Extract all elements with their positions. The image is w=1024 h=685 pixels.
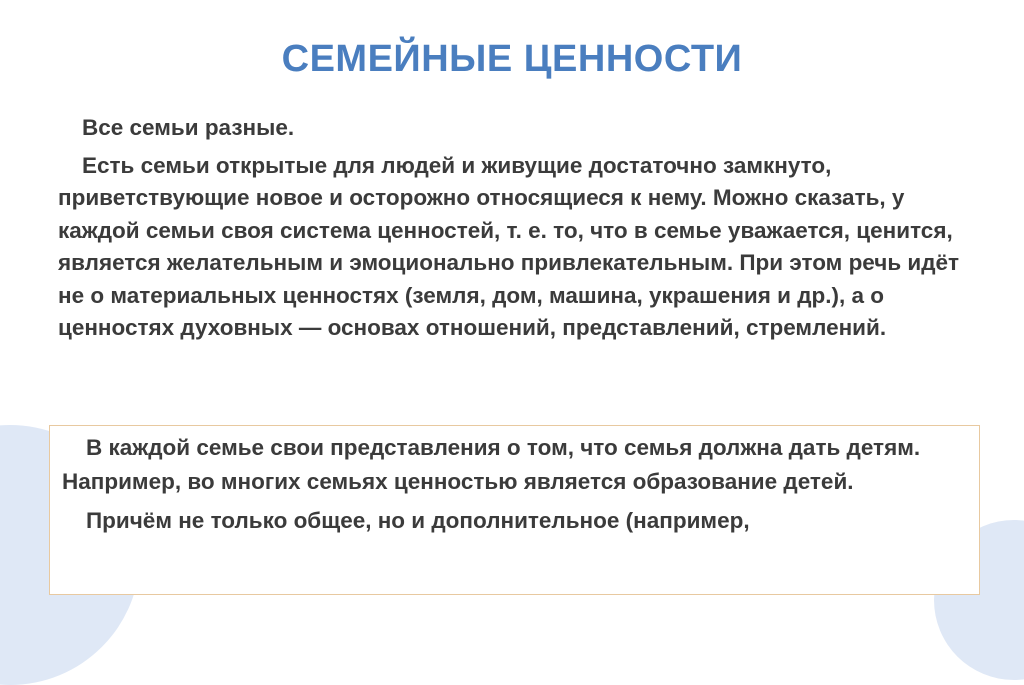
paragraph-intro: Все семьи разные. bbox=[82, 115, 295, 140]
callout-paragraph-additional: Причём не только общее, но и дополнительное (например, bbox=[86, 508, 750, 533]
paragraph-values: Есть семьи открытые для людей и живущие достаточно замкнуто, приветствующие новое и осторожно относящиеся к нему. Можно сказать, у каждой семьи своя система ценностей, т. е. то, что в семье уважается, ценится, является желательным и эмоционально привлекательным. При этом речь идёт не о материальных ценностях (земля, дом, машина, украшения и др.), а о ценностях духовных — основах отношений, представлений, стремлений. bbox=[58, 152, 960, 340]
callout-box bbox=[49, 425, 980, 595]
callout-paragraph-education: В каждой семье свои представления о том, что семья должна дать детям. Например, во многих семьях ценностью является образование детей. bbox=[62, 435, 921, 494]
body-text bbox=[58, 112, 978, 345]
slide-title: СЕМЕЙНЫЕ ЦЕННОСТИ bbox=[281, 38, 743, 80]
